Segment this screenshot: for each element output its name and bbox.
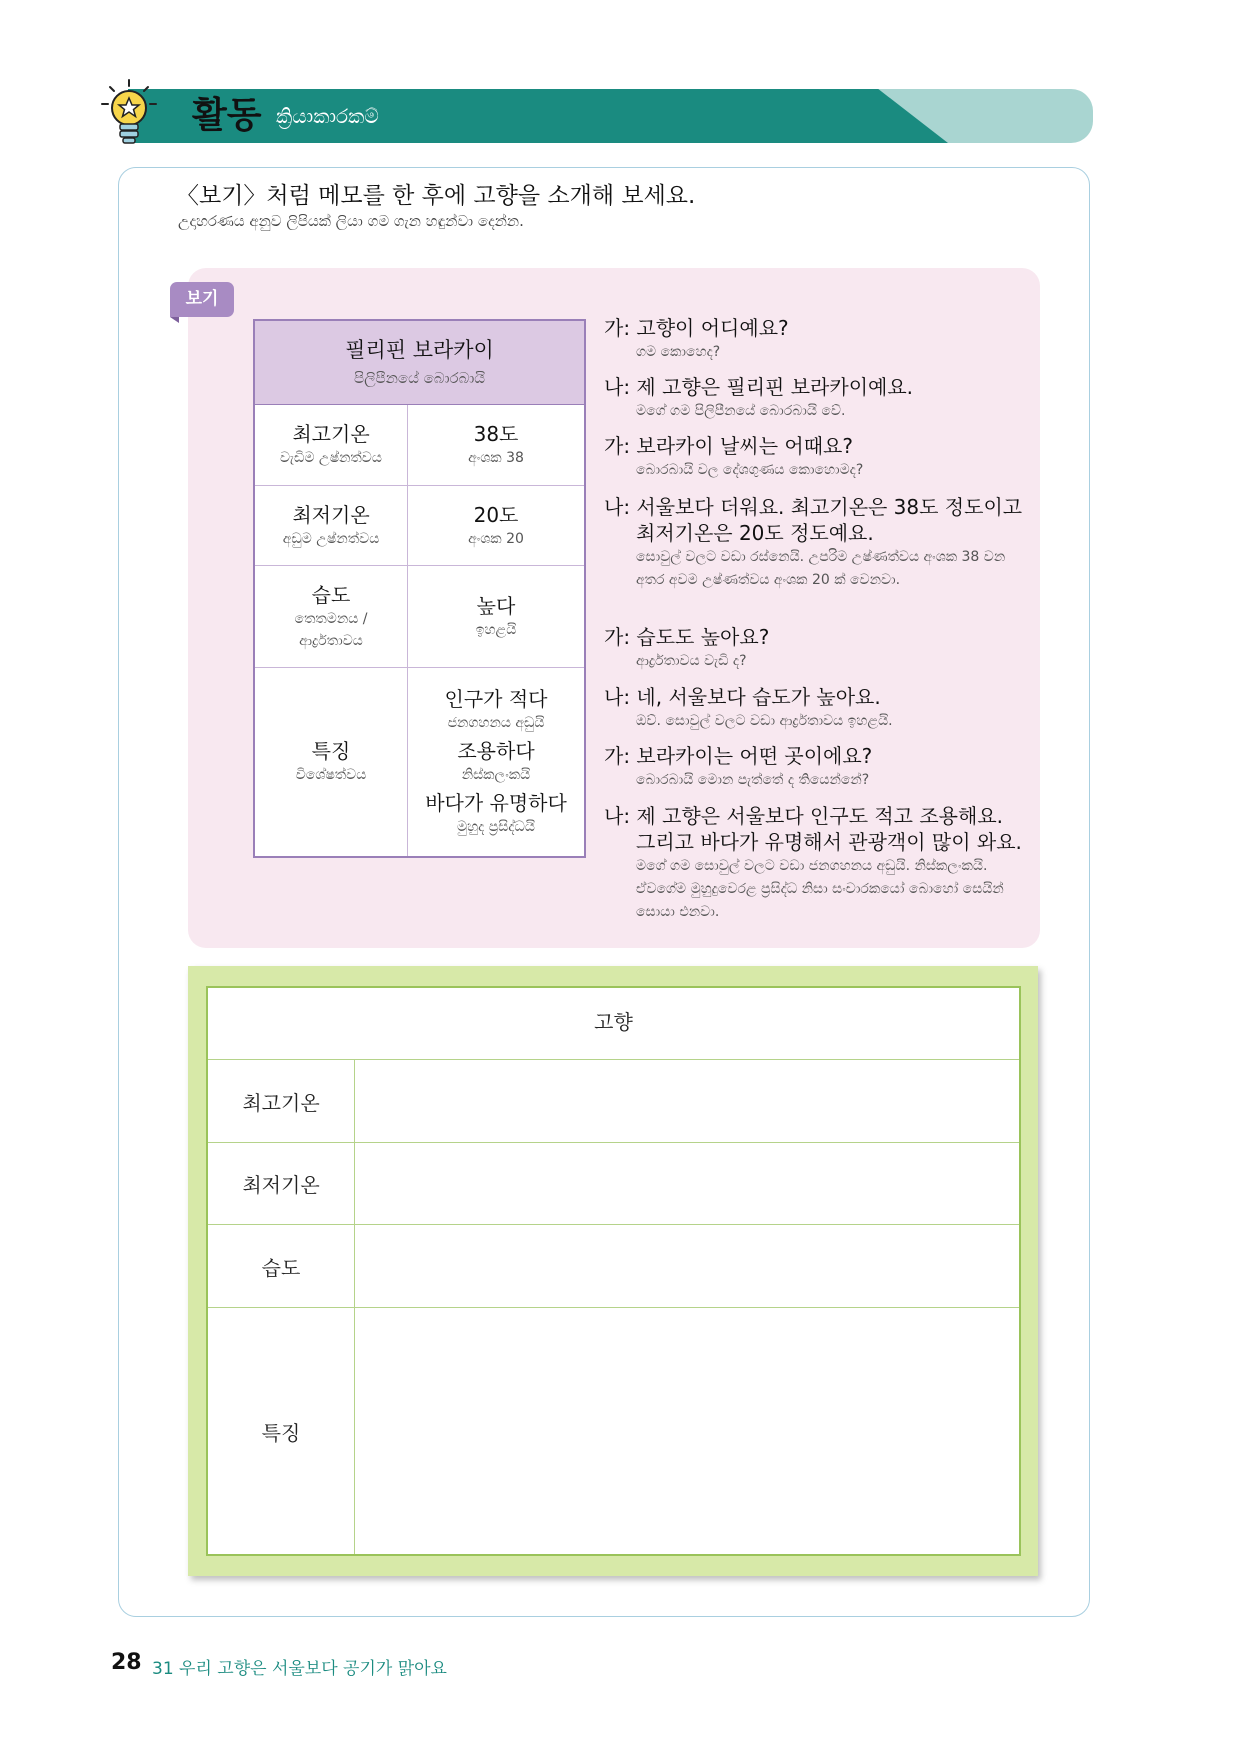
instruction-sinhala: උදාහරණය අනුව ලිපියක් ලියා ගම ගැන හඳුන්වා දෙන්න. (178, 212, 524, 230)
worksheet-label: 최저기온 (208, 1143, 355, 1224)
memo-value-cell (408, 405, 584, 485)
example-tag-tail (170, 317, 179, 323)
memo-feature-sinhala: මුහුද ප්‍රසිද්ධයි (457, 819, 535, 835)
instruction-korean: 〈보기〉처럼 메모를 한 후에 고향을 소개해 보세요. (176, 183, 696, 209)
dialogue-line (604, 374, 1024, 423)
memo-label-korean: 최고기온 (292, 422, 370, 446)
dialogue-sinhala: මගේ ගම සොවුල් වලට වඩා ජනගහනය අඩුයි. නිස්කලංකයි. ඒවගේම මුහුදුවෙරළ ප්‍රසිද්ධ නිසා සංචාරකයෝ බොහෝ සෙයින් සොයා එනවා. (636, 858, 1004, 920)
dialogue-sinhala: මගේ ගම පිලිපීනයේ බොරබායි වේ. (636, 403, 846, 419)
memo-row-features (255, 668, 584, 856)
dialogue-korean: 가: 습도도 높아요? (604, 625, 770, 649)
memo-label-sinhala: අඩුම උෂ්නත්වය (282, 530, 380, 547)
dialogue-korean: 나: 네, 서울보다 습도가 높아요. (604, 685, 881, 709)
memo-label-korean: 습도 (311, 582, 351, 607)
memo-value-korean: 38도 (473, 422, 519, 446)
memo-row-humidity (255, 566, 584, 668)
memo-feature-sinhala: නිස්කලංකයි (461, 767, 531, 783)
memo-value-sinhala: අංශක 38 (468, 450, 524, 466)
activity-title: 활동 (192, 95, 262, 136)
hometown-worksheet (206, 986, 1021, 1556)
worksheet-heading: 고향 (208, 988, 1019, 1060)
dialogue-line (604, 433, 1024, 482)
dialogue-line (604, 803, 1024, 924)
low-temp-answer-field[interactable] (355, 1143, 1019, 1224)
worksheet-label: 최고기온 (208, 1060, 355, 1142)
memo-label-cell (255, 566, 408, 667)
dialogue-line (604, 684, 1024, 733)
memo-label-sinhala: තෙතමනය / ආර්ද්‍රතාවය (294, 610, 368, 649)
memo-title-sinhala: පිලිපීනයේ බොරබායි (353, 369, 486, 387)
activity-subtitle: ක්‍රියාකාරකම් (276, 104, 379, 128)
dialogue-korean: 가: 보라카이는 어떤 곳이에요? (604, 744, 873, 768)
high-temp-answer-field[interactable] (355, 1060, 1019, 1142)
memo-row-high-temp (255, 405, 584, 486)
memo-label-korean: 최저기온 (292, 502, 370, 527)
dialogue-korean: 나: 제 고향은 서울보다 인구도 적고 조용해요. 그리고 바다가 유명해서 관광객이 많이 와요. (604, 804, 1022, 854)
memo-value-sinhala: ඉහළයි (475, 621, 517, 638)
memo-feature-korean: 조용하다 (457, 739, 535, 763)
dialogue-sinhala: බොරබායි වල දේශගුණය කොහොමද? (636, 462, 864, 478)
memo-value-cell (408, 486, 584, 565)
memo-feature-korean: 바다가 유명하다 (425, 791, 567, 815)
memo-feature-korean: 인구가 적다 (444, 687, 548, 711)
dialogue-sinhala: ඔව්. සොවුල් වලට වඩා ආර්ද්‍රතාවය ඉහළයි. (636, 713, 893, 729)
memo-label-cell (255, 486, 408, 565)
dialogue-sinhala: ආර්ද්‍රතාවය වැඩි ද? (636, 653, 747, 669)
dialogue-line (604, 494, 1024, 592)
dialogue-korean: 나: 제 고향은 필리핀 보라카이예요. (604, 375, 914, 399)
memo-feature-sinhala: ජනගහනය අඩුයි (447, 715, 545, 731)
chapter-title: 31 우리 고향은 서울보다 공기가 맑아요 (152, 1659, 447, 1679)
worksheet-row-low-temp (208, 1143, 1019, 1225)
dialogue-korean: 가: 고향이 어디예요? (604, 316, 789, 340)
worksheet-row-humidity (208, 1225, 1019, 1308)
memo-label-korean: 특징 (311, 739, 351, 763)
memo-label-cell (255, 405, 408, 485)
memo-label-sinhala: විශේෂත්වය (295, 767, 367, 783)
memo-value-korean: 20도 (473, 502, 519, 527)
memo-row-low-temp (255, 486, 584, 566)
dialogue-sinhala: බොරබායි මොන පැත්තේ ද තියෙන්නේ? (636, 772, 870, 788)
worksheet-label: 습도 (208, 1225, 355, 1307)
memo-label-cell (255, 668, 408, 856)
worksheet-row-high-temp (208, 1060, 1019, 1143)
dialogue-line (604, 315, 1024, 364)
dialogue-sinhala: ගම කොහෙද? (636, 344, 721, 360)
memo-value-cell (408, 668, 584, 856)
humidity-answer-field[interactable] (355, 1225, 1019, 1307)
worksheet-row-features (208, 1308, 1019, 1554)
example-memo-table (253, 319, 586, 858)
dialogue-sinhala: සොවුල් වලට වඩා රස්නෙයි. උපරිම උෂ්ණත්වය අංශක 38 වන අතර අවම උෂ්ණත්වය අංශක 20 ක් වෙනවා. (636, 549, 1006, 588)
memo-header (255, 321, 584, 405)
dialogue-korean: 나: 서울보다 더워요. 최고기온은 38도 정도이고 최저기온은 20도 정도예요. (604, 495, 1023, 545)
memo-value-korean: 높다 (476, 593, 516, 618)
memo-label-sinhala: වැඩිම උෂ්නත්වය (280, 450, 382, 466)
features-answer-field[interactable] (355, 1308, 1019, 1554)
page-number: 28 (111, 1650, 142, 1675)
example-tag: 보기 (170, 282, 234, 317)
memo-title-korean: 필리핀 보라카이 (345, 338, 494, 362)
memo-value-sinhala: අංශක 20 (468, 530, 524, 547)
dialogue-korean: 가: 보라카이 날씨는 어때요? (604, 434, 853, 458)
worksheet-label: 특징 (208, 1308, 355, 1554)
lightbulb-star-icon (98, 78, 160, 148)
dialogue-line (604, 624, 1024, 673)
dialogue-line (604, 743, 1024, 792)
memo-value-cell (408, 566, 584, 667)
